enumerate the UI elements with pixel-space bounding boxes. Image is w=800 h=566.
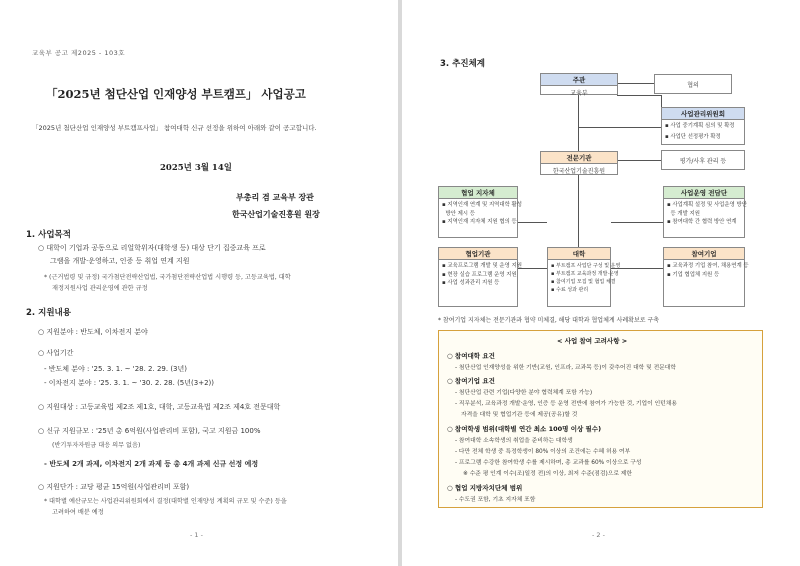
company-title: 참여기업 [664, 248, 744, 260]
university-box [547, 247, 621, 307]
supervisor-body: 교육부 [570, 90, 588, 97]
unit-note-2: 고려하여 배분 예정 [52, 509, 104, 516]
page-number-2: - 2 - [592, 531, 605, 539]
agency-side-box [661, 150, 745, 170]
connector-line [617, 95, 661, 96]
signatory-ministry: 부총리 겸 교육부 장관 [236, 192, 314, 202]
req-students: ○ 참여학생 범위(대학별 연간 최소 100명 이상 필수) [447, 425, 602, 433]
project-period: ○ 사업기간 [38, 349, 74, 357]
sec1-line-1: ○ 대학이 기업과 공동으로 리얼학위자(대학생 등) 대상 단기 집중교육 프로 [38, 244, 266, 252]
local-gov-box [438, 186, 522, 238]
committee-item-1: ▪ 사업 중기계획 심의 및 확정 [665, 123, 735, 129]
sec1-note-2: 재정지원사업 관리운영에 관한 규정 [52, 285, 148, 292]
consult-box [654, 74, 732, 94]
agency-body: 한국산업기술진흥원 [552, 168, 606, 175]
connector-line [578, 174, 579, 248]
req-students-detail-1: - 참여대학 소속학생의 취업을 준비하는 대학생 [455, 438, 573, 444]
connector-line [617, 83, 654, 84]
support-scale-detail: - 반도체 2개 과제, 이차전지 2개 과제 등 총 4개 과제 신규 선정 예정 [44, 460, 259, 468]
unit-note-1: * 대학별 예산규모는 사업관리위원회에서 결정(대학별 인재양성 계획의 규모 및 수준) 등을 [44, 498, 287, 505]
partner-org-box [438, 247, 522, 307]
university-items: ▪ 부트캠프 사업단 구성 및 운영 ▪ 부트캠프 교육과정 개발·운영 ▪ 참여기업 모집 및 협업 체결 ▪ 수료 성과 관리 [551, 263, 621, 293]
connector-line [578, 127, 661, 128]
university-title: 대학 [548, 248, 610, 260]
support-center-items: ▪ 사업계획 설정 및 사업운영 방안 등 개발 지원 ▪ 참여대학 간 협력 방안 연계 [667, 202, 747, 225]
unit-price: ○ 지원단가 : 교당 평균 15억원(사업관리비 포함) [38, 483, 190, 491]
connector-line [578, 92, 579, 154]
section-2-title: 2. 지원내용 [26, 308, 71, 318]
req-local-gov-detail: - 수도권 포함, 기초 지자체 포함 [455, 497, 536, 503]
req-university-detail: - 첨단산업 인재양성을 위한 기반(교원, 인프라, 교과목 등)이 갖추어진 대학 및 전문대학 [455, 365, 676, 371]
announcement-date: 2025년 3월 14일 [160, 163, 232, 173]
committee-title: 사업관리위원회 [662, 108, 744, 120]
document-page-1 [0, 0, 398, 566]
agency-box [540, 151, 618, 175]
partner-org-title: 협업기관 [439, 248, 517, 260]
support-scale-note: (반기투자자원금 대응 의무 없음) [52, 442, 141, 449]
local-gov-title: 협업 지자체 [439, 187, 517, 199]
document-title: 「2025년 첨단산업 인재양성 부트캠프」 사업공고 [46, 87, 306, 101]
requirements-header: < 사업 참여 고려사항 > [557, 337, 628, 345]
support-center-title: 사업운영 전담단 [664, 187, 744, 199]
committee-item-2: ▪ 사업단 선정평가 확정 [665, 133, 721, 140]
connector-line [611, 222, 663, 223]
intro-paragraph: 「2025년 첨단산업 인재양성 부트캠프사업」 참여대학 신규 선정을 위하여 아래와 같이 공고합니다. [32, 124, 317, 132]
req-company-detail-1: - 첨단산업 관련 기업(다양한 분야 협력체계 포함 가능) [455, 390, 593, 396]
support-target: ○ 지원대상 : 고등교육법 제2조 제1호, 대학, 고등교육법 제2조 제4호 전문대학 [38, 403, 281, 411]
connector-line [518, 222, 547, 223]
sec1-note-1: * (근거법령 및 규정) 국가첨단전략산업법, 국가첨단전략산업법 시행령 등, 고등교육법, 대학 [44, 274, 291, 281]
section-1-title: 1. 사업목적 [26, 230, 71, 240]
page-number-1: - 1 - [190, 531, 203, 539]
document-page-2 [402, 0, 800, 566]
sec1-line-2: 그램을 개발·운영하고, 인증 등 취업 연계 지원 [50, 257, 190, 265]
company-items: ▪ 교육과정 기업 참여, 채용연계 등 ▪ 기업 협업체 지원 등 [667, 263, 749, 278]
agency-title: 전문기관 [541, 152, 617, 164]
connector-line [617, 160, 661, 161]
req-students-detail-2: - 다만 전체 학생 중 특정학생이 80% 이상의 조건에는 수혜 허용 여부 [455, 449, 631, 455]
support-scale: ○ 신규 지원규모 : '25년 총 6억원(사업관리비 포함), 국고 지원금 100% [38, 427, 261, 435]
partner-org-items: ▪ 교육프로그램 개발 및 운영 지원 ▪ 현장 실습 프로그램 운영 지원 ▪ 사업 성과관리 지원 등 [442, 263, 522, 286]
req-local-gov: ○ 협업 지방자치단체 범위 [447, 484, 523, 492]
requirements-box [438, 330, 763, 508]
support-field: ○ 지원분야 : 반도체, 이차전지 분야 [38, 328, 148, 336]
supervisor-box [540, 73, 618, 95]
req-company-detail-3: 자격을 대학 및 협업기관 등에 제공(공유)할 것 [461, 412, 578, 418]
committee-box [661, 107, 745, 145]
notice-number: 교육부 공고 제2025 - 103호 [32, 49, 126, 57]
local-gov-items: ▪ 지역인재 연계 및 지역대학 활성 방안 제시 등 ▪ 지역인재 지자체 지원 협의 등 [442, 202, 522, 225]
period-semiconductor: - 반도체 분야 : '25. 3. 1. ~ '28. 2. 29. (3년) [44, 365, 187, 373]
req-company: ○ 참여기업 요건 [447, 377, 495, 385]
agency-side-label: 평가/사후 관리 등 [679, 158, 727, 165]
section-3-title: 3. 추진체계 [440, 59, 485, 69]
org-chart-note: * 참여기업 지자체는 전문기관과 협약 미체결, 해당 대학과 협업체계 사례확보로 구축 [438, 317, 660, 324]
req-students-detail-3: - 프로그램 수강한 참여학생 수를 제시하며, 총 교과를 60% 이상으로 구성 [455, 460, 642, 466]
req-company-detail-2: - 직무분석, 교육과정 개발·운영, 인증 등 운영 전반에 참여가 가능한 것, 기업이 인턴채용 [455, 401, 677, 407]
req-university: ○ 참여대학 요건 [447, 352, 495, 360]
period-battery: - 이차전지 분야 : '25. 3. 1. ~ '30. 2. 28. (5년(3+2)) [44, 379, 214, 387]
support-center-box [663, 186, 745, 238]
signatory-agency: 한국산업기술진흥원 원장 [232, 209, 320, 219]
company-box [663, 247, 749, 307]
req-students-detail-4: ※ 수준 평 인계 이수(조)일정 전)의 이상, 최저 수준(점검)으로 제한 [463, 471, 632, 477]
consult-label: 협의 [687, 82, 699, 89]
supervisor-title: 주관 [541, 74, 617, 86]
